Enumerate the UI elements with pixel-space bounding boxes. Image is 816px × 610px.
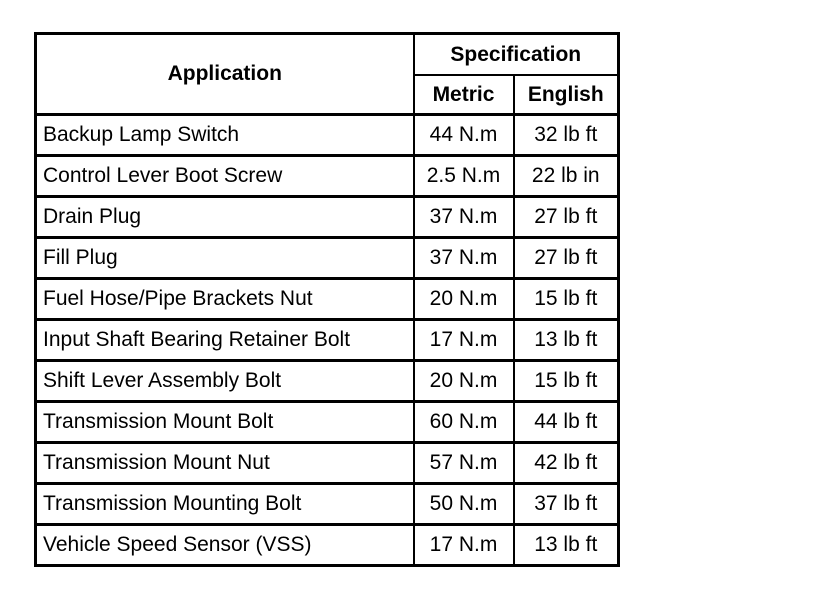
application-cell: Transmission Mount Nut [36,443,414,484]
table-row [36,484,619,525]
english-cell: 27 lb ft [514,238,619,279]
english-cell: 13 lb ft [514,320,619,361]
english-cell: 15 lb ft [514,279,619,320]
application-cell: Fill Plug [36,238,414,279]
application-cell: Shift Lever Assembly Bolt [36,361,414,402]
application-cell: Drain Plug [36,197,414,238]
english-cell: 27 lb ft [514,197,619,238]
specification-header: Specification [414,34,619,76]
english-cell: 22 lb in [514,156,619,197]
metric-cell: 60 N.m [414,402,514,443]
english-cell: 42 lb ft [514,443,619,484]
table-row [36,320,619,361]
application-cell: Transmission Mounting Bolt [36,484,414,525]
application-cell: Input Shaft Bearing Retainer Bolt [36,320,414,361]
table-header [36,34,619,115]
metric-cell: 50 N.m [414,484,514,525]
metric-cell: 2.5 N.m [414,156,514,197]
application-cell: Fuel Hose/Pipe Brackets Nut [36,279,414,320]
table-row [36,361,619,402]
application-cell: Transmission Mount Bolt [36,402,414,443]
table-row [36,443,619,484]
application-cell: Vehicle Speed Sensor (VSS) [36,525,414,566]
english-cell: 44 lb ft [514,402,619,443]
metric-cell: 17 N.m [414,320,514,361]
application-cell: Backup Lamp Switch [36,115,414,156]
table-row [36,402,619,443]
table-row [36,115,619,156]
application-cell: Control Lever Boot Screw [36,156,414,197]
english-cell: 32 lb ft [514,115,619,156]
table-body [36,115,619,566]
table-row [36,238,619,279]
application-header: Application [36,34,414,115]
english-cell: 15 lb ft [514,361,619,402]
table-row [36,156,619,197]
metric-cell: 17 N.m [414,525,514,566]
metric-cell: 44 N.m [414,115,514,156]
metric-cell: 37 N.m [414,238,514,279]
metric-header: Metric [414,75,514,115]
table-row [36,525,619,566]
english-cell: 13 lb ft [514,525,619,566]
metric-cell: 37 N.m [414,197,514,238]
metric-cell: 20 N.m [414,361,514,402]
torque-spec-table [34,32,620,567]
english-header: English [514,75,619,115]
metric-cell: 20 N.m [414,279,514,320]
metric-cell: 57 N.m [414,443,514,484]
table-row [36,279,619,320]
table-row [36,197,619,238]
english-cell: 37 lb ft [514,484,619,525]
